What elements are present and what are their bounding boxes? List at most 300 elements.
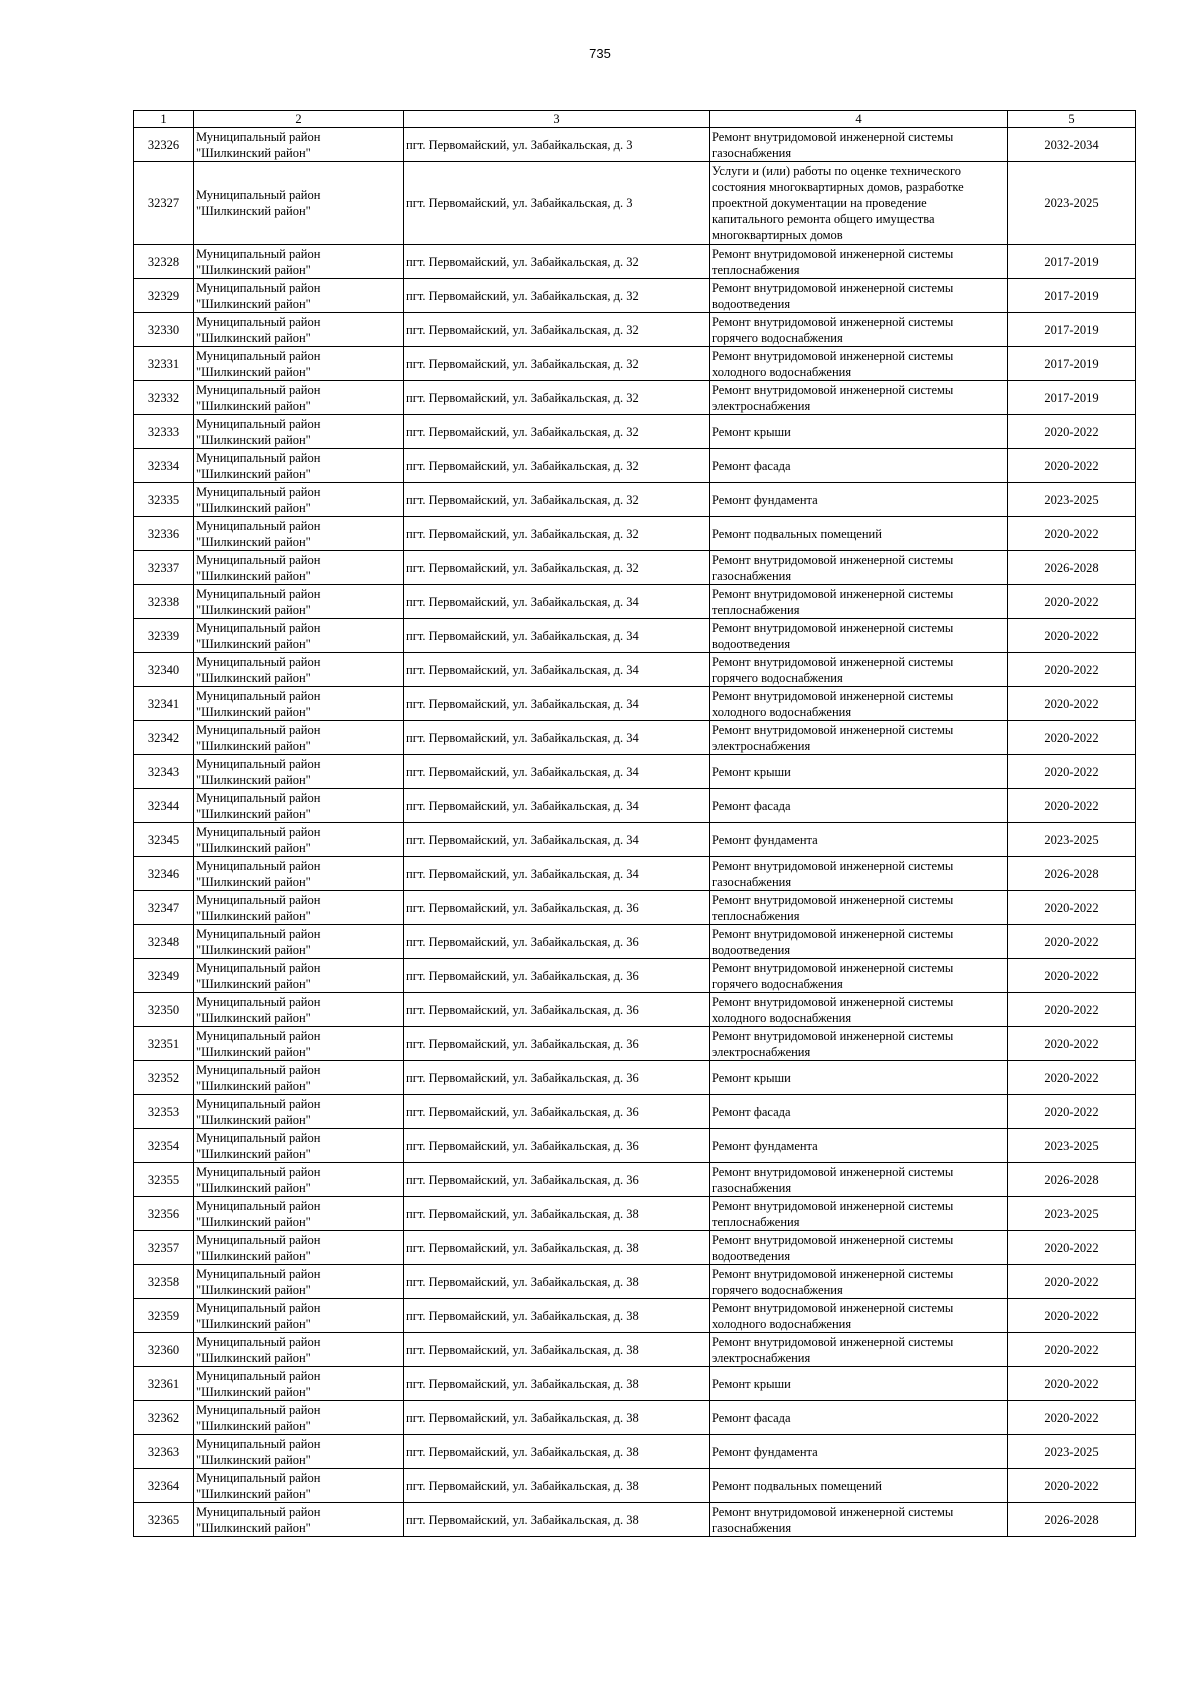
address-cell-text: пгт. Первомайский, ул. Забайкальская, д. 34	[406, 696, 639, 711]
work-type-cell-text: Ремонт внутридомовой инженерной системы электроснабжения	[712, 1334, 954, 1365]
district-cell	[194, 162, 404, 245]
row-number-text: 32349	[147, 968, 180, 983]
district-cell-text: Муниципальный район "Шилкинский район"	[196, 1368, 321, 1399]
address-cell	[404, 1265, 710, 1299]
period-cell	[1008, 1265, 1136, 1299]
period-cell-text: 2020-2022	[1044, 798, 1099, 813]
period-cell	[1008, 585, 1136, 619]
address-cell	[404, 1027, 710, 1061]
work-type-cell-text: Ремонт внутридомовой инженерной системы горячего водоснабжения	[712, 314, 954, 345]
table-row	[134, 789, 1136, 823]
period-cell-text: 2020-2022	[1044, 1478, 1099, 1493]
table-row	[134, 1435, 1136, 1469]
row-number-text: 32326	[147, 137, 180, 152]
address-cell	[404, 721, 710, 755]
period-cell-text: 2026-2028	[1044, 560, 1099, 575]
row-number-text: 32355	[147, 1172, 180, 1187]
row-number	[134, 585, 194, 619]
table-row	[134, 551, 1136, 585]
district-cell-text: Муниципальный район "Шилкинский район"	[196, 790, 321, 821]
work-type-cell	[710, 1197, 1008, 1231]
table-row	[134, 128, 1136, 162]
work-type-cell	[710, 925, 1008, 959]
period-cell	[1008, 381, 1136, 415]
period-cell-text: 2020-2022	[1044, 662, 1099, 677]
district-cell-text: Муниципальный район "Шилкинский район"	[196, 654, 321, 685]
address-cell	[404, 347, 710, 381]
address-cell-text: пгт. Первомайский, ул. Забайкальская, д. 36	[406, 1172, 639, 1187]
work-type-cell	[710, 1163, 1008, 1197]
period-cell-text: 2026-2028	[1044, 866, 1099, 881]
row-number	[134, 721, 194, 755]
register-table	[133, 110, 1136, 1537]
address-cell-text: пгт. Первомайский, ул. Забайкальская, д. 32	[406, 390, 639, 405]
row-number	[134, 415, 194, 449]
district-cell	[194, 653, 404, 687]
table-row	[134, 1469, 1136, 1503]
table-row	[134, 653, 1136, 687]
row-number-text: 32351	[147, 1036, 180, 1051]
row-number-text: 32348	[147, 934, 180, 949]
page-number: 735	[589, 46, 611, 61]
work-type-cell-text: Ремонт подвальных помещений	[712, 1478, 882, 1493]
district-cell-text: Муниципальный район "Шилкинский район"	[196, 1436, 321, 1467]
period-cell	[1008, 245, 1136, 279]
work-type-cell-text: Ремонт внутридомовой инженерной системы газоснабжения	[712, 552, 954, 583]
row-number-text: 32360	[147, 1342, 180, 1357]
row-number-text: 32340	[147, 662, 180, 677]
work-type-cell	[710, 1299, 1008, 1333]
period-cell-text: 2020-2022	[1044, 424, 1099, 439]
work-type-cell-text: Ремонт внутридомовой инженерной системы водоотведения	[712, 620, 954, 651]
address-cell-text: пгт. Первомайский, ул. Забайкальская, д. 32	[406, 458, 639, 473]
work-type-cell-text: Ремонт внутридомовой инженерной системы теплоснабжения	[712, 246, 954, 277]
period-cell	[1008, 1503, 1136, 1537]
address-cell	[404, 517, 710, 551]
period-cell-text: 2026-2028	[1044, 1512, 1099, 1527]
district-cell-text: Муниципальный район "Шилкинский район"	[196, 314, 321, 345]
period-cell	[1008, 1367, 1136, 1401]
work-type-cell	[710, 517, 1008, 551]
period-cell-text: 2020-2022	[1044, 1308, 1099, 1323]
row-number-text: 32352	[147, 1070, 180, 1085]
period-cell	[1008, 162, 1136, 245]
period-cell	[1008, 279, 1136, 313]
address-cell-text: пгт. Первомайский, ул. Забайкальская, д. 34	[406, 594, 639, 609]
row-number-text: 32345	[147, 832, 180, 847]
district-cell-text: Муниципальный район "Шилкинский район"	[196, 1130, 321, 1161]
district-cell-text: Муниципальный район "Шилкинский район"	[196, 518, 321, 549]
row-number	[134, 1469, 194, 1503]
address-cell	[404, 925, 710, 959]
period-cell-text: 2020-2022	[1044, 1036, 1099, 1051]
row-number-text: 32356	[147, 1206, 180, 1221]
work-type-cell	[710, 619, 1008, 653]
district-cell-text: Муниципальный район "Шилкинский район"	[196, 382, 321, 413]
period-cell-text: 2020-2022	[1044, 1240, 1099, 1255]
work-type-cell	[710, 551, 1008, 585]
district-cell	[194, 755, 404, 789]
address-cell	[404, 585, 710, 619]
row-number-text: 32344	[147, 798, 180, 813]
address-cell-text: пгт. Первомайский, ул. Забайкальская, д. 32	[406, 560, 639, 575]
work-type-cell	[710, 1333, 1008, 1367]
district-cell	[194, 1367, 404, 1401]
period-cell	[1008, 857, 1136, 891]
district-cell	[194, 857, 404, 891]
address-cell	[404, 1503, 710, 1537]
row-number	[134, 1095, 194, 1129]
period-cell-text: 2020-2022	[1044, 526, 1099, 541]
district-cell-text: Муниципальный район "Шилкинский район"	[196, 1164, 321, 1195]
period-cell	[1008, 1129, 1136, 1163]
district-cell	[194, 925, 404, 959]
row-number	[134, 1163, 194, 1197]
table-row	[134, 721, 1136, 755]
row-number	[134, 1299, 194, 1333]
period-cell	[1008, 653, 1136, 687]
district-cell-text: Муниципальный район "Шилкинский район"	[196, 1028, 321, 1059]
row-number	[134, 347, 194, 381]
address-cell	[404, 823, 710, 857]
address-cell	[404, 415, 710, 449]
address-cell	[404, 449, 710, 483]
address-cell	[404, 1299, 710, 1333]
address-cell	[404, 1095, 710, 1129]
address-cell	[404, 755, 710, 789]
period-cell	[1008, 1333, 1136, 1367]
table-row	[134, 755, 1136, 789]
row-number	[134, 1333, 194, 1367]
district-cell-text: Муниципальный район "Шилкинский район"	[196, 129, 321, 160]
row-number	[134, 1401, 194, 1435]
row-number	[134, 993, 194, 1027]
district-cell-text: Муниципальный район "Шилкинский район"	[196, 450, 321, 481]
district-cell-text: Муниципальный район "Шилкинский район"	[196, 1198, 321, 1229]
table-row	[134, 585, 1136, 619]
district-cell-text: Муниципальный район "Шилкинский район"	[196, 1096, 321, 1127]
row-number-text: 32335	[147, 492, 180, 507]
table-row	[134, 381, 1136, 415]
address-cell-text: пгт. Первомайский, ул. Забайкальская, д. 36	[406, 968, 639, 983]
table-row	[134, 1367, 1136, 1401]
address-cell	[404, 789, 710, 823]
row-number	[134, 449, 194, 483]
period-cell-text: 2023-2025	[1044, 1444, 1099, 1459]
district-cell	[194, 517, 404, 551]
work-type-cell	[710, 1129, 1008, 1163]
work-type-cell-text: Ремонт внутридомовой инженерной системы газоснабжения	[712, 1504, 954, 1535]
work-type-cell-text: Ремонт внутридомовой инженерной системы холодного водоснабжения	[712, 994, 954, 1025]
address-cell-text: пгт. Первомайский, ул. Забайкальская, д. 36	[406, 900, 639, 915]
work-type-cell-text: Ремонт фундамента	[712, 1138, 818, 1153]
row-number-text: 32358	[147, 1274, 180, 1289]
period-cell-text: 2020-2022	[1044, 594, 1099, 609]
district-cell-text: Муниципальный район "Шилкинский район"	[196, 586, 321, 617]
table-row	[134, 857, 1136, 891]
table-row	[134, 279, 1136, 313]
row-number-text: 32332	[147, 390, 180, 405]
period-cell	[1008, 551, 1136, 585]
table-row	[134, 823, 1136, 857]
row-number	[134, 1061, 194, 1095]
table-row	[134, 891, 1136, 925]
district-cell	[194, 1299, 404, 1333]
table-row	[134, 483, 1136, 517]
district-cell	[194, 823, 404, 857]
address-cell	[404, 1401, 710, 1435]
work-type-cell-text: Ремонт фундамента	[712, 832, 818, 847]
table-row	[134, 1401, 1136, 1435]
row-number-text: 32353	[147, 1104, 180, 1119]
row-number-text: 32329	[147, 288, 180, 303]
district-cell-text: Муниципальный район "Шилкинский район"	[196, 416, 321, 447]
address-cell-text: пгт. Первомайский, ул. Забайкальская, д. 34	[406, 832, 639, 847]
period-cell-text: 2020-2022	[1044, 1104, 1099, 1119]
work-type-cell	[710, 653, 1008, 687]
work-type-cell	[710, 381, 1008, 415]
row-number	[134, 551, 194, 585]
district-cell	[194, 1027, 404, 1061]
district-cell	[194, 1095, 404, 1129]
table-row	[134, 687, 1136, 721]
work-type-cell	[710, 993, 1008, 1027]
row-number-text: 32337	[147, 560, 180, 575]
table-row	[134, 1061, 1136, 1095]
district-cell-text: Муниципальный район "Шилкинский район"	[196, 926, 321, 957]
address-cell	[404, 619, 710, 653]
row-number-text: 32359	[147, 1308, 180, 1323]
row-number	[134, 1367, 194, 1401]
table-row	[134, 1027, 1136, 1061]
work-type-cell	[710, 449, 1008, 483]
period-cell	[1008, 823, 1136, 857]
work-type-cell-text: Ремонт внутридомовой инженерной системы электроснабжения	[712, 722, 954, 753]
period-cell-text: 2020-2022	[1044, 764, 1099, 779]
table-row	[134, 1231, 1136, 1265]
period-cell-text: 2020-2022	[1044, 934, 1099, 949]
address-cell-text: пгт. Первомайский, ул. Забайкальская, д. 38	[406, 1308, 639, 1323]
address-cell	[404, 551, 710, 585]
address-cell	[404, 279, 710, 313]
work-type-cell	[710, 687, 1008, 721]
row-number-text: 32347	[147, 900, 180, 915]
work-type-cell-text: Ремонт подвальных помещений	[712, 526, 882, 541]
period-cell	[1008, 313, 1136, 347]
work-type-cell-text: Ремонт крыши	[712, 1070, 791, 1085]
address-cell	[404, 381, 710, 415]
address-cell	[404, 1435, 710, 1469]
period-cell	[1008, 1027, 1136, 1061]
column-header-1: 1	[134, 111, 194, 128]
district-cell	[194, 1435, 404, 1469]
row-number	[134, 483, 194, 517]
district-cell	[194, 279, 404, 313]
column-header-2: 2	[194, 111, 404, 128]
work-type-cell-text: Ремонт крыши	[712, 1376, 791, 1391]
address-cell-text: пгт. Первомайский, ул. Забайкальская, д. 36	[406, 1070, 639, 1085]
district-cell-text: Муниципальный район "Шилкинский район"	[196, 1062, 321, 1093]
row-number-text: 32327	[147, 196, 180, 210]
address-cell	[404, 1163, 710, 1197]
address-cell-text: пгт. Первомайский, ул. Забайкальская, д. 34	[406, 628, 639, 643]
address-cell	[404, 245, 710, 279]
district-cell-text: Муниципальный район "Шилкинский район"	[196, 1232, 321, 1263]
address-cell	[404, 162, 710, 245]
address-cell-text: пгт. Первомайский, ул. Забайкальская, д. 36	[406, 1138, 639, 1153]
district-cell	[194, 1469, 404, 1503]
table-row	[134, 1333, 1136, 1367]
row-number-text: 32342	[147, 730, 180, 745]
work-type-cell-text: Ремонт внутридомовой инженерной системы электроснабжения	[712, 1028, 954, 1059]
row-number	[134, 755, 194, 789]
district-cell-text: Муниципальный район "Шилкинский район"	[196, 1402, 321, 1433]
work-type-cell	[710, 823, 1008, 857]
period-cell	[1008, 517, 1136, 551]
district-cell	[194, 1061, 404, 1095]
period-cell	[1008, 755, 1136, 789]
address-cell-text: пгт. Первомайский, ул. Забайкальская, д. 36	[406, 934, 639, 949]
row-number	[134, 653, 194, 687]
address-cell	[404, 857, 710, 891]
work-type-cell	[710, 279, 1008, 313]
row-number	[134, 517, 194, 551]
district-cell-text: Муниципальный район "Шилкинский район"	[196, 1470, 321, 1501]
row-number	[134, 1129, 194, 1163]
address-cell-text: пгт. Первомайский, ул. Забайкальская, д. 32	[406, 288, 639, 303]
address-cell	[404, 1197, 710, 1231]
period-cell	[1008, 1197, 1136, 1231]
work-type-cell-text: Ремонт внутридомовой инженерной системы горячего водоснабжения	[712, 654, 954, 685]
row-number-text: 32357	[147, 1240, 180, 1255]
period-cell-text: 2020-2022	[1044, 1410, 1099, 1425]
work-type-cell-text: Ремонт фундамента	[712, 1444, 818, 1459]
district-cell-text: Муниципальный район "Шилкинский район"	[196, 960, 321, 991]
period-cell-text: 2017-2019	[1044, 356, 1099, 371]
row-number	[134, 245, 194, 279]
address-cell-text: пгт. Первомайский, ул. Забайкальская, д. 38	[406, 1206, 639, 1221]
district-cell	[194, 415, 404, 449]
period-cell-text: 2020-2022	[1044, 696, 1099, 711]
period-cell	[1008, 891, 1136, 925]
table-row	[134, 1095, 1136, 1129]
period-cell	[1008, 347, 1136, 381]
row-number	[134, 891, 194, 925]
district-cell-text: Муниципальный район "Шилкинский район"	[196, 858, 321, 889]
address-cell	[404, 687, 710, 721]
row-number-text: 32330	[147, 322, 180, 337]
work-type-cell-text: Ремонт внутридомовой инженерной системы газоснабжения	[712, 129, 954, 160]
district-cell-text: Муниципальный район "Шилкинский район"	[196, 892, 321, 923]
table-row	[134, 925, 1136, 959]
row-number	[134, 823, 194, 857]
district-cell-text: Муниципальный район "Шилкинский район"	[196, 484, 321, 515]
period-cell	[1008, 483, 1136, 517]
work-type-cell	[710, 1401, 1008, 1435]
district-cell-text: Муниципальный район "Шилкинский район"	[196, 824, 321, 855]
address-cell-text: пгт. Первомайский, ул. Забайкальская, д. 38	[406, 1342, 639, 1357]
period-cell	[1008, 1231, 1136, 1265]
work-type-cell	[710, 959, 1008, 993]
district-cell-text: Муниципальный район "Шилкинский район"	[196, 620, 321, 651]
address-cell-text: пгт. Первомайский, ул. Забайкальская, д. 3	[406, 137, 633, 152]
work-type-cell	[710, 483, 1008, 517]
district-cell-text: Муниципальный район "Шилкинский район"	[196, 1504, 321, 1535]
row-number	[134, 1435, 194, 1469]
work-type-cell	[710, 1095, 1008, 1129]
row-number	[134, 857, 194, 891]
period-cell-text: 2023-2025	[1044, 832, 1099, 847]
address-cell	[404, 1469, 710, 1503]
district-cell-text: Муниципальный район "Шилкинский район"	[196, 246, 321, 277]
address-cell-text: пгт. Первомайский, ул. Забайкальская, д. 34	[406, 764, 639, 779]
period-cell-text: 2020-2022	[1044, 628, 1099, 643]
period-cell	[1008, 1401, 1136, 1435]
work-type-cell	[710, 347, 1008, 381]
period-cell-text: 2026-2028	[1044, 1172, 1099, 1187]
period-cell	[1008, 1163, 1136, 1197]
row-number	[134, 959, 194, 993]
address-cell-text: пгт. Первомайский, ул. Забайкальская, д. 36	[406, 1002, 639, 1017]
table-row	[134, 449, 1136, 483]
address-cell-text: пгт. Первомайский, ул. Забайкальская, д. 34	[406, 798, 639, 813]
district-cell-text: Муниципальный район "Шилкинский район"	[196, 552, 321, 583]
period-cell-text: 2017-2019	[1044, 322, 1099, 337]
period-cell	[1008, 1469, 1136, 1503]
address-cell-text: пгт. Первомайский, ул. Забайкальская, д. 32	[406, 356, 639, 371]
district-cell	[194, 721, 404, 755]
row-number-text: 32339	[147, 628, 180, 643]
row-number-text: 32343	[147, 764, 180, 779]
district-cell	[194, 585, 404, 619]
district-cell	[194, 619, 404, 653]
work-type-cell	[710, 128, 1008, 162]
period-cell-text: 2020-2022	[1044, 1376, 1099, 1391]
period-cell	[1008, 721, 1136, 755]
district-cell	[194, 1333, 404, 1367]
work-type-cell-text: Ремонт фасада	[712, 458, 791, 473]
district-cell	[194, 245, 404, 279]
work-type-cell	[710, 857, 1008, 891]
period-cell	[1008, 687, 1136, 721]
address-cell-text: пгт. Первомайский, ул. Забайкальская, д. 34	[406, 662, 639, 677]
district-cell	[194, 959, 404, 993]
district-cell-text: Муниципальный район "Шилкинский район"	[196, 188, 321, 218]
work-type-cell	[710, 721, 1008, 755]
period-cell-text: 2032-2034	[1044, 137, 1099, 152]
column-header-5: 5	[1008, 111, 1136, 128]
table-row	[134, 1265, 1136, 1299]
period-cell	[1008, 1061, 1136, 1095]
work-type-cell-text: Ремонт внутридомовой инженерной системы теплоснабжения	[712, 586, 954, 617]
row-number-text: 32362	[147, 1410, 180, 1425]
table-row	[134, 162, 1136, 245]
work-type-cell-text: Ремонт внутридомовой инженерной системы горячего водоснабжения	[712, 1266, 954, 1297]
period-cell-text: 2017-2019	[1044, 390, 1099, 405]
row-number	[134, 1027, 194, 1061]
period-cell	[1008, 925, 1136, 959]
work-type-cell-text: Ремонт фасада	[712, 1104, 791, 1119]
work-type-cell-text: Услуги и (или) работы по оценке технического состояния многоквартирных домов, разработке проектной документации на проведение капитального ремонта общего имущества многоквартирных домов	[712, 164, 964, 242]
work-type-cell-text: Ремонт внутридомовой инженерной системы электроснабжения	[712, 382, 954, 413]
district-cell-text: Муниципальный район "Шилкинский район"	[196, 1266, 321, 1297]
work-type-cell-text: Ремонт крыши	[712, 424, 791, 439]
row-number-text: 32364	[147, 1478, 180, 1493]
district-cell	[194, 1503, 404, 1537]
row-number	[134, 619, 194, 653]
address-cell	[404, 1367, 710, 1401]
work-type-cell	[710, 1435, 1008, 1469]
